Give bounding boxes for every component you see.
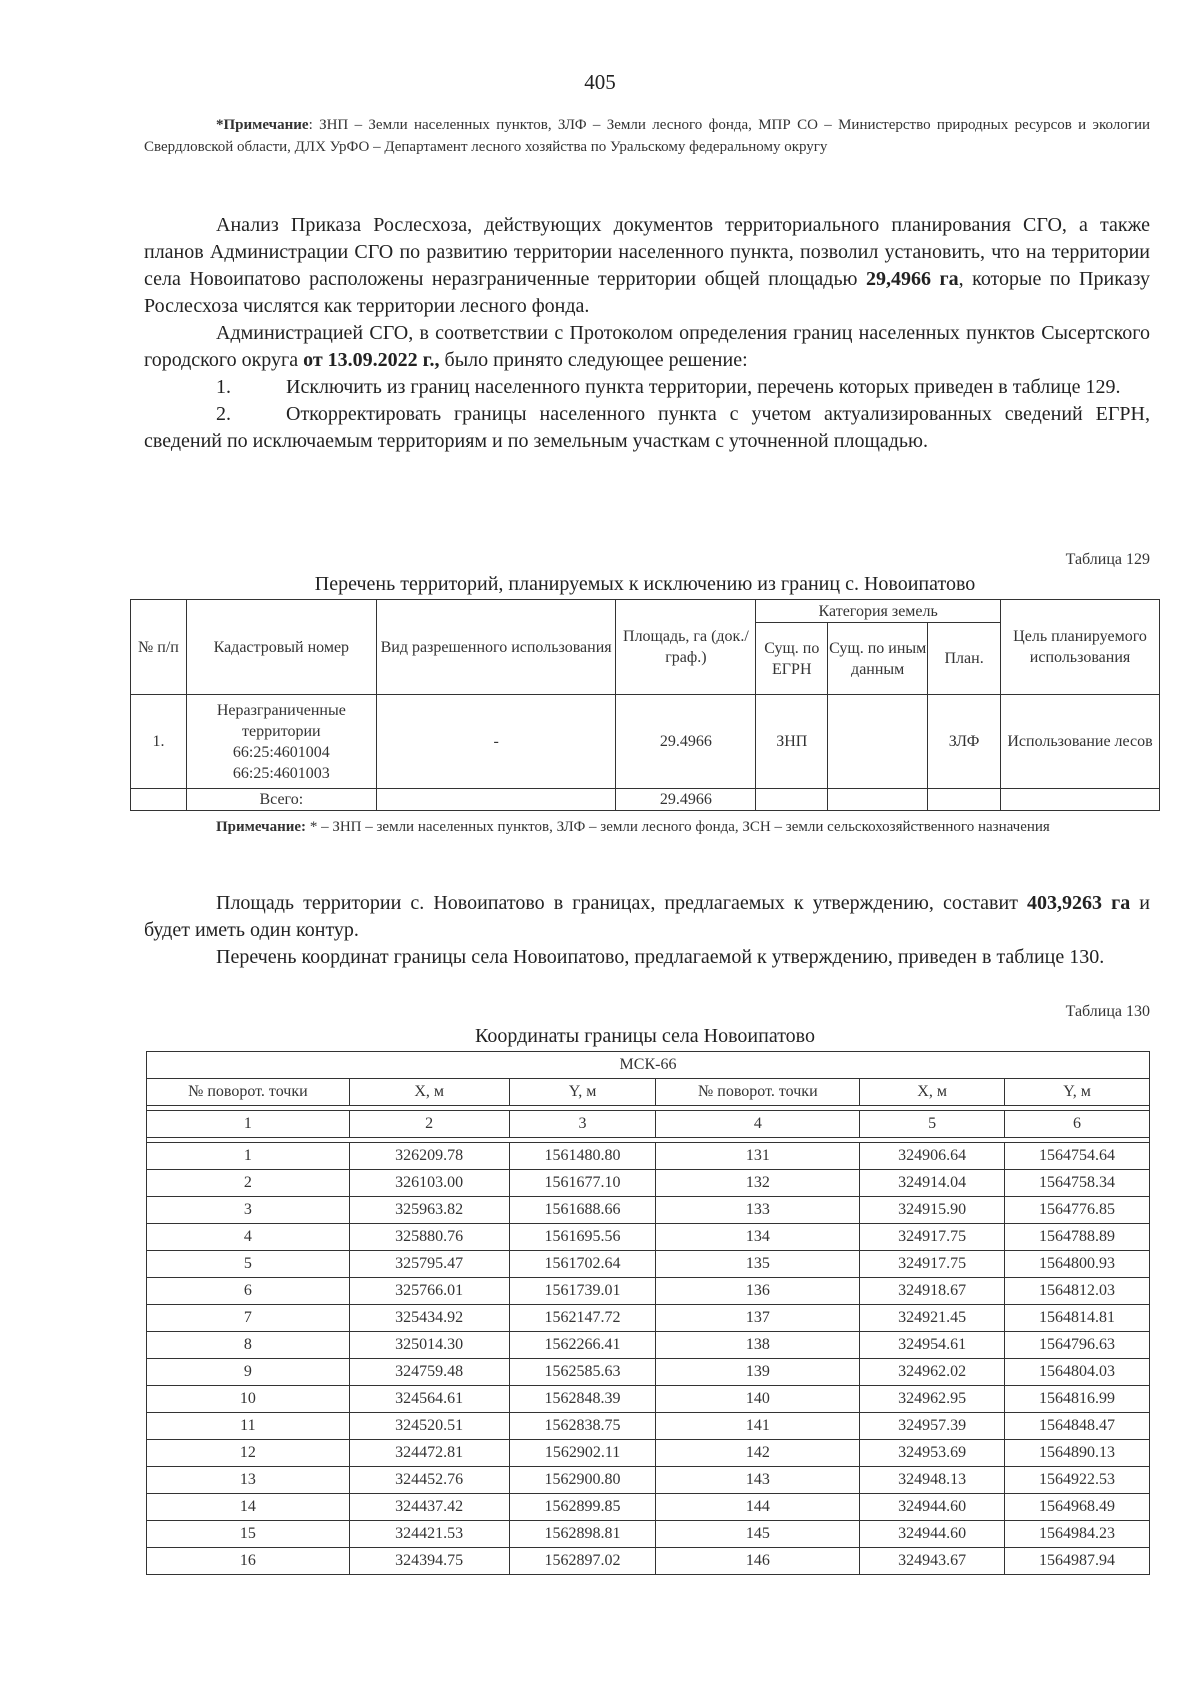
table-cell: 1562900.80 <box>509 1467 656 1494</box>
table-cell: 324954.61 <box>860 1332 1005 1359</box>
list-item <box>144 374 1150 401</box>
table-cell: 324564.61 <box>349 1386 509 1413</box>
table-cell: 325014.30 <box>349 1332 509 1359</box>
table-cell: 133 <box>656 1197 860 1224</box>
table-cell: 1564816.99 <box>1005 1386 1150 1413</box>
table-cell: 1561695.56 <box>509 1224 656 1251</box>
table-cell: 324915.90 <box>860 1197 1005 1224</box>
table-cell: 1564754.64 <box>1005 1143 1150 1170</box>
coordinate-system: МСК-66 <box>147 1052 1150 1079</box>
column-header: X, м <box>349 1079 509 1106</box>
table-129-title: Перечень территорий, планируемых к исключению из границ с. Новоипатово <box>314 573 976 595</box>
cell-cat-egrn: ЗНП <box>756 695 828 789</box>
table-cell: 324944.60 <box>860 1521 1005 1548</box>
table-cell: 1562838.75 <box>509 1413 656 1440</box>
table-cell: 324918.67 <box>860 1278 1005 1305</box>
table-cell: 14 <box>147 1494 350 1521</box>
table-total-row <box>131 789 1160 811</box>
table-row <box>147 1413 1150 1440</box>
header-purpose: Цель планируемого использования <box>1001 600 1160 695</box>
table-row <box>147 1143 1150 1170</box>
table-cell: 141 <box>656 1413 860 1440</box>
table-cell: 325795.47 <box>349 1251 509 1278</box>
column-index: 2 <box>349 1111 509 1138</box>
list-number: 1. <box>216 376 231 398</box>
table-row <box>147 1494 1150 1521</box>
table-cell: 3 <box>147 1197 350 1224</box>
table-cell: 1561480.80 <box>509 1143 656 1170</box>
cadastral-line: Неразграниченные территории <box>216 701 346 740</box>
table-cell: 326103.00 <box>349 1170 509 1197</box>
protocol-date: от 13.09.2022 г., <box>303 349 440 371</box>
table-cell: 325434.92 <box>349 1305 509 1332</box>
table-cell: 132 <box>656 1170 860 1197</box>
area-text-block <box>144 890 1150 971</box>
cell-cadastral <box>186 695 376 789</box>
table-129-label: Таблица 129 <box>1065 551 1150 568</box>
paragraph-analysis-tail: , которые по Приказу Рослесхоза числятся как территории лесного фонда. <box>144 268 1150 317</box>
table-cell: 324452.76 <box>349 1467 509 1494</box>
table-cell: 12 <box>147 1440 350 1467</box>
table-cell: 1564984.23 <box>1005 1521 1150 1548</box>
note-mid-label: Примечание: <box>216 819 307 835</box>
table-cell: 4 <box>147 1224 350 1251</box>
table-cell: 324962.02 <box>860 1359 1005 1386</box>
table-row <box>147 1386 1150 1413</box>
table-row <box>147 1278 1150 1305</box>
table-cell: 1562848.39 <box>509 1386 656 1413</box>
table-row <box>147 1440 1150 1467</box>
table-row <box>131 695 1160 789</box>
column-index: 4 <box>656 1111 860 1138</box>
table-cell: 146 <box>656 1548 860 1575</box>
note-top-text: : ЗНП – Земли населенных пунктов, ЗЛФ – Земли лесного фонда, МПР СО – Министерство природных ресурсов и экологии Свердловской области, ДЛХ УрФО – Департамент лесного хозяйства по Уральскому федеральному округу <box>144 117 1150 155</box>
table-cell: 5 <box>147 1251 350 1278</box>
table-cell: 1564800.93 <box>1005 1251 1150 1278</box>
column-header: Y, м <box>1005 1079 1150 1106</box>
table-130 <box>146 1051 1150 1575</box>
table-cell: 324917.75 <box>860 1224 1005 1251</box>
column-index: 6 <box>1005 1111 1150 1138</box>
paragraph-decision-tail: было принято следующее решение: <box>439 349 748 371</box>
table-cell: 1561677.10 <box>509 1170 656 1197</box>
cadastral-line: 66:25:4601004 <box>232 743 330 761</box>
table-cell: 138 <box>656 1332 860 1359</box>
table-cell: 1 <box>147 1143 350 1170</box>
table-cell: 1561688.66 <box>509 1197 656 1224</box>
table-130-title: Координаты границы села Новоипатово <box>475 1025 815 1047</box>
table-row <box>147 1359 1150 1386</box>
table-row <box>147 1332 1150 1359</box>
table-cell: 324957.39 <box>860 1413 1005 1440</box>
cell-purpose: Использование лесов <box>1001 695 1160 789</box>
table-cell: 8 <box>147 1332 350 1359</box>
table-cell: 1564922.53 <box>1005 1467 1150 1494</box>
header-cadastral: Кадастровый номер <box>186 600 376 695</box>
note-mid-text: * – ЗНП – земли населенных пунктов, ЗЛФ – земли лесного фонда, ЗСН – земли сельскохозяйственного назначения <box>306 819 1050 835</box>
table-cell: 7 <box>147 1305 350 1332</box>
column-header: № поворот. точки <box>147 1079 350 1106</box>
paragraph-analysis-text: Анализ Приказа Рослесхоза, действующих документов территориального планирования СГО, а также планов Администрации СГО по развитию территории населенного пункта, позволил установить, что на территории села Новоипатово расположены неразграниченные территории общей площадью <box>144 214 1150 290</box>
table-cell: 1564776.85 <box>1005 1197 1150 1224</box>
column-header: № поворот. точки <box>656 1079 860 1106</box>
table-cell: 1564788.89 <box>1005 1224 1150 1251</box>
cell-cat-plan: ЗЛФ <box>928 695 1001 789</box>
list-item <box>144 401 1150 455</box>
header-cat-other: Сущ. по иным данным <box>828 623 928 695</box>
header-cat-egrn: Сущ. по ЕГРН <box>756 623 828 695</box>
table-cell: 1562147.72 <box>509 1305 656 1332</box>
table-row <box>147 1548 1150 1575</box>
table-cell: 143 <box>656 1467 860 1494</box>
table-129 <box>130 599 1160 811</box>
table-cell: 324472.81 <box>349 1440 509 1467</box>
table-cell: 1561739.01 <box>509 1278 656 1305</box>
table-cell: 1561702.64 <box>509 1251 656 1278</box>
paragraph-coordinates: Перечень координат границы села Новоипатово, предлагаемой к утверждению, приведен в таблице 130. <box>216 946 1105 968</box>
total-area-value: 403,9263 га <box>1027 892 1131 914</box>
table-cell: 326209.78 <box>349 1143 509 1170</box>
table-cell: 324421.53 <box>349 1521 509 1548</box>
table-cell: 1562902.11 <box>509 1440 656 1467</box>
table-cell: 324437.42 <box>349 1494 509 1521</box>
total-value: 29.4966 <box>616 789 756 811</box>
table-cell: 15 <box>147 1521 350 1548</box>
area-value: 29,4966 га <box>866 268 959 290</box>
table-cell: 324943.67 <box>860 1548 1005 1575</box>
table-cell: 2 <box>147 1170 350 1197</box>
cell-cat-other <box>828 695 928 789</box>
header-category: Категория земель <box>756 600 1001 623</box>
paragraph-analysis <box>144 212 1150 320</box>
note-mid <box>144 816 1150 838</box>
cell-area: 29.4966 <box>616 695 756 789</box>
table-cell: 134 <box>656 1224 860 1251</box>
table-cell: 324759.48 <box>349 1359 509 1386</box>
table-cell: 144 <box>656 1494 860 1521</box>
table-cell: 1564987.94 <box>1005 1548 1150 1575</box>
column-index: 5 <box>860 1111 1005 1138</box>
page-number: 405 <box>584 70 616 94</box>
table-cell: 325880.76 <box>349 1224 509 1251</box>
paragraph-area-tail: и будет иметь один контур. <box>144 892 1150 941</box>
table-index-row <box>147 1111 1150 1138</box>
table-cell: 1562266.41 <box>509 1332 656 1359</box>
column-index: 3 <box>509 1111 656 1138</box>
table-cell: 324906.64 <box>860 1143 1005 1170</box>
table-cell: 145 <box>656 1521 860 1548</box>
list-number: 2. <box>216 403 231 425</box>
list-text: Откорректировать границы населенного пункта с учетом актуализированных сведений ЕГРН, сведений по исключаемым территориям и по земельным участкам с уточненной площадью. <box>144 403 1150 452</box>
table-cell: 6 <box>147 1278 350 1305</box>
list-text: Исключить из границ населенного пункта территории, перечень которых приведен в таблице 129. <box>286 376 1121 398</box>
table-row <box>147 1305 1150 1332</box>
table-cell: 1562585.63 <box>509 1359 656 1386</box>
table-cell: 325766.01 <box>349 1278 509 1305</box>
table-cell: 1562898.81 <box>509 1521 656 1548</box>
column-header: Y, м <box>509 1079 656 1106</box>
table-cell: 324520.51 <box>349 1413 509 1440</box>
paragraph-area <box>144 890 1150 944</box>
cadastral-line: 66:25:4601003 <box>232 764 330 782</box>
header-cat-plan: План. <box>928 623 1001 695</box>
table-cell: 131 <box>656 1143 860 1170</box>
header-num: № п/п <box>131 600 187 695</box>
table-cell: 136 <box>656 1278 860 1305</box>
table-cell: 324394.75 <box>349 1548 509 1575</box>
column-header: X, м <box>860 1079 1005 1106</box>
header-use: Вид разрешенного использования <box>376 600 616 695</box>
note-top <box>144 114 1150 158</box>
table-cell: 139 <box>656 1359 860 1386</box>
table-130-label: Таблица 130 <box>1065 1003 1150 1020</box>
paragraph-area-text: Площадь территории с. Новоипатово в границах, предлагаемых к утверждению, составит <box>216 892 1028 914</box>
table-cell: 1562897.02 <box>509 1548 656 1575</box>
table-cell: 142 <box>656 1440 860 1467</box>
table-cell: 324962.95 <box>860 1386 1005 1413</box>
table-row <box>147 1521 1150 1548</box>
table-row <box>147 1251 1150 1278</box>
paragraph-decision-text: Администрацией СГО, в соответствии с Протоколом определения границ населенных пунктов Сысертского городского округа <box>144 322 1150 371</box>
table-cell: 1562899.85 <box>509 1494 656 1521</box>
header-area: Площадь, га (док./граф.) <box>616 600 756 695</box>
table-cell: 1564848.47 <box>1005 1413 1150 1440</box>
table-cell: 9 <box>147 1359 350 1386</box>
table-row <box>147 1467 1150 1494</box>
table-cell: 324953.69 <box>860 1440 1005 1467</box>
table-cell: 1564814.81 <box>1005 1305 1150 1332</box>
table-cell: 137 <box>656 1305 860 1332</box>
table-header-row <box>147 1079 1150 1106</box>
main-text-block <box>144 212 1150 455</box>
table-cell: 1564968.49 <box>1005 1494 1150 1521</box>
table-cell: 324944.60 <box>860 1494 1005 1521</box>
table-cell: 11 <box>147 1413 350 1440</box>
table-cell: 16 <box>147 1548 350 1575</box>
table-cell: 324948.13 <box>860 1467 1005 1494</box>
table-cell: 324914.04 <box>860 1170 1005 1197</box>
total-label: Всего: <box>186 789 376 811</box>
table-row <box>147 1170 1150 1197</box>
table-cell: 10 <box>147 1386 350 1413</box>
table-cell: 1564804.03 <box>1005 1359 1150 1386</box>
table-cell: 13 <box>147 1467 350 1494</box>
paragraph-decision <box>144 320 1150 374</box>
note-top-label: *Примечание <box>216 117 309 133</box>
table-cell: 324921.45 <box>860 1305 1005 1332</box>
table-row <box>147 1197 1150 1224</box>
table-row <box>147 1224 1150 1251</box>
cell-num: 1. <box>131 695 187 789</box>
table-cell: 1564890.13 <box>1005 1440 1150 1467</box>
table-cell: 324917.75 <box>860 1251 1005 1278</box>
column-index: 1 <box>147 1111 350 1138</box>
table-cell: 1564796.63 <box>1005 1332 1150 1359</box>
cell-use: - <box>376 695 616 789</box>
table-cell: 140 <box>656 1386 860 1413</box>
table-cell: 1564812.03 <box>1005 1278 1150 1305</box>
table-cell: 135 <box>656 1251 860 1278</box>
table-cell: 1564758.34 <box>1005 1170 1150 1197</box>
table-cell: 325963.82 <box>349 1197 509 1224</box>
